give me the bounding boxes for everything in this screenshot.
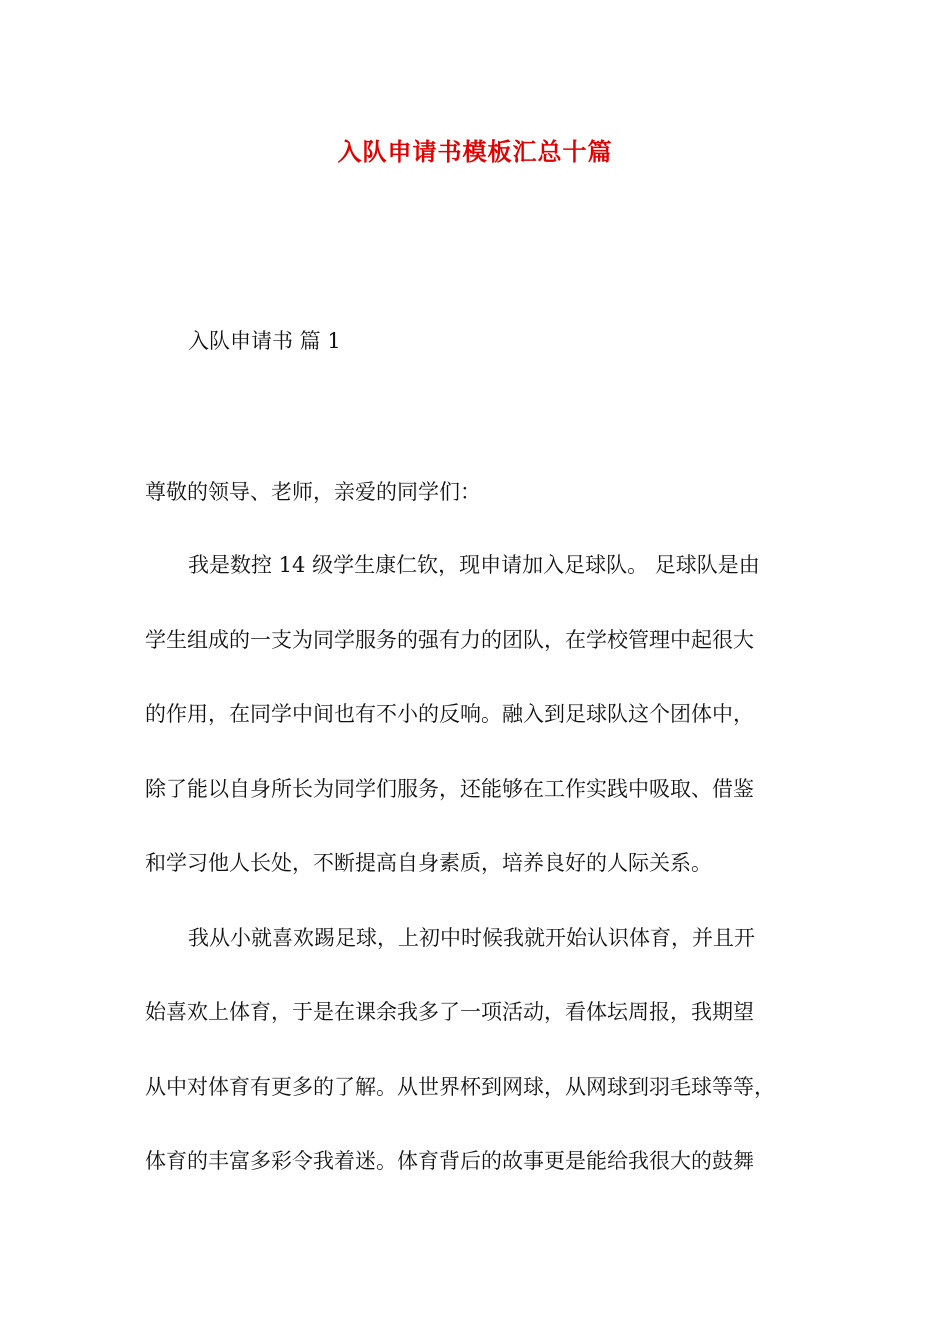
paragraph-line: 的作用，在同学中间也有不小的反响。融入到足球队这个团体中，: [145, 702, 754, 726]
paragraph-line: 体育的丰富多彩令我着迷。体育背后的故事更是能给我很大的鼓舞: [145, 1149, 754, 1173]
paragraph-line: 和学习他人长处，不断提高自身素质，培养良好的人际关系。: [145, 851, 712, 875]
paragraph-line: 除了能以自身所长为同学们服务，还能够在工作实践中吸取、借鉴: [145, 777, 754, 801]
paragraph-line: 从中对体育有更多的了解。从世界杯到网球，从网球到羽毛球等等，: [145, 1075, 775, 1099]
paragraph-line: 始喜欢上体育，于是在课余我多了一项活动，看体坛周报，我期望: [145, 1000, 754, 1024]
document-title: 入队申请书模板汇总十篇: [337, 137, 613, 166]
salutation-line: 尊敬的领导、老师，亲爱的同学们：: [145, 480, 481, 504]
paragraph-line: 学生组成的一支为同学服务的强有力的团队，在学校管理中起很大: [145, 628, 754, 652]
paragraph-line: 我是数控 14 级学生康仁钦，现申请加入足球队。 足球队是由: [188, 553, 760, 577]
section-heading: 入队申请书 篇 1: [188, 329, 341, 353]
paragraph-line: 我从小就喜欢踢足球，上初中时候我就开始认识体育，并且开: [188, 926, 755, 950]
